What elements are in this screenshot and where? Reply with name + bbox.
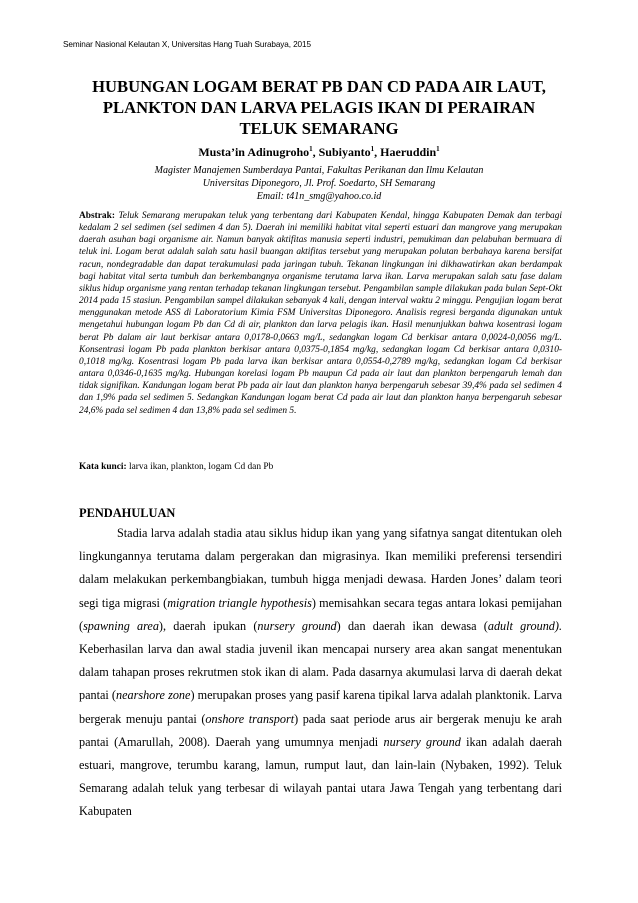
author-separator: , [374,145,381,159]
keywords [79,462,562,472]
author-name: Subiyanto [318,145,371,159]
italic-term: nursery ground [383,734,461,749]
author-email: Email: t41n_smg@yahoo.co.id [256,191,382,202]
author-affiliation-mark: 1 [370,145,375,153]
body-text: ) dan daerah ikan dewasa ( [336,618,488,633]
abstract-text: Teluk Semarang merupakan teluk yang terbentang dari Kabupaten Kendal, hingga Kabupaten Demak dan terbagi kedalam 2 sel sedimen (sel sedimen 4 dan 5). Daerah ini memiliki habitat vital seperti estuari dan mangrove yang merupakan daerah asuhan bagi organisme air. Namun banyak aktifitas manusia seperti industri, pemukiman dan pelabuhan bermuara di teluk ini. Logam berat adalah salah satu hasil buangan aktifitas tersebut yang merupakan polutan berbahaya karena bersifat racun, nondegradable dan dapat terakumulasi pada jaringan tubuh. Tekanan lingkungan ini dikhawatirkan akan berdampak bagi habitat vital serta tumbuh dan berkembangnya organisme terutama larva ikan. Larva merupakan salah satu fase dalam siklus hidup organisme yang rentan terhadap tekanan lingkungan tersebut. Pengambilan sample dilakukan pada bulan Sept-Okt 2014 pada 15 stasiun. Pengambilan sampel dilakukan sebanyak 4 kali, dengan interval waktu 2 minggu. Pengujian logam berat menggunakan metode ASS di Laboratorium Kimia FSM Universitas Diponegoro. Analisis regresi berganda digunakan untuk mengetahui hubungan logam Pb dan Cd di air, plankton dan larva pelagis ikan. Hasil menunjukkan bahwa kosentrasi logam berat Pb dalam air laut berkisar antara 0,0178-0,0663 mg/L, sedangkan logam Cd berkisar antara 0,0024-0,0056 mg/L. Konsentrasi logam Pb pada plankton berkisar antara 0,0375-0,1854 mg/kg, sedangkan logam Cd berkisar antara 0,0310-0,1018 mg/kg. Kosentrasi logam Pb pada larva ikan berkisar antara 0,0554-0,2789 mg/kg, sedangkan logam Cd berkisar antara 0,0346-0,1635 mg/kg. Hubungan korelasi logam Pb maupun Cd pada air laut dan plankton berpengaruh lemah dan tidak signifikan. Kandungan logam berat Pb pada air laut dan plankton hanya berpengaruh sebesar 39,4% pada sel sedimen 4 dan 1,9% pada sel sedimen 5. Sedangkan Kandungan logam berat Cd pada air laut dan plankton hanya berpengaruh sebesar 24,6% pada sel sedimen 4 dan 13,8% pada sel sedimen 5. [79,211,562,416]
running-header: Seminar Nasional Kelautan X, Universitas Hang Tuah Surabaya, 2015 [63,40,311,49]
author-name: Musta’in Adinugroho [198,145,310,159]
author-list [60,145,578,160]
affiliation [60,164,578,203]
author-name: Haeruddin [380,145,437,159]
affiliation-line-1: Magister Manajemen Sumberdaya Pantai, Fakultas Perikanan dan Ilmu Kelautan [154,165,484,176]
section-heading: PENDAHULUAN [79,506,176,520]
italic-term: spawning area [83,618,159,633]
title-line-2: PLANKTON DAN LARVA PELAGIS IKAN DI PERAIRAN [102,98,536,117]
author-separator: , [312,145,319,159]
affiliation-line-2: Universitas Diponegoro, Jl. Prof. Soedarto, SH Semarang [202,178,436,189]
body-text: Stadia larva adalah stadia atau siklus hidup ikan yang yang sifatnya sangat ditentukan oleh lingkungannya terutama dalam pergerakan dan migrasinya. Ikan memiliki preferensi tersendiri dalam melakukan perkembangbiakan, tumbuh higga menjadi dewasa. Harden Jones’ dalam teori segi tiga migrasi ( [79,526,562,610]
title-line-3: TELUK SEMARANG [239,119,399,138]
paper-title [60,76,578,139]
italic-term: onshore transport [205,711,295,726]
body-text: ) pada saat periode arus air bergerak menuju ke arah pantai (Amarullah, 2008). Daerah yang umumnya menjadi [79,711,562,749]
italic-term: migration triangle hypothesis [167,595,312,610]
body-text: ) memisahkan secara tegas antara lokasi pemijahan ( [79,595,563,633]
abstract-label: Abstrak: [79,211,115,221]
keywords-label: Kata kunci: [79,462,127,472]
intro-paragraph [79,522,562,824]
italic-term: nursery ground [257,618,337,633]
body-text: ikan adalah daerah estuari, mangrove, terumbu karang, lamun, rumput laut, dan lain-lain (Nybaken, 1992). Teluk Semarang adalah teluk yang terbesar di wilayah pantai utara Jawa Tengah yang terbentang dari Kabupaten [79,734,563,819]
italic-term: nearshore zone [115,688,191,703]
body-text: Keberhasilan larva dan awal stadia juvenil ikan mencapai nursery area akan sangat menentukan dalam tahapan proses rekrutmen stok ikan di alam. Pada dasarnya akumulasi larva di daerah dekat pantai ( [79,642,562,703]
author-affiliation-mark: 1 [309,145,313,153]
author-affiliation-mark: 1 [436,145,440,153]
italic-term: adult ground). [487,618,563,633]
keywords-text: larva ikan, plankton, logam Cd dan Pb [129,462,274,472]
abstract [79,210,562,417]
title-line-1: HUBUNGAN LOGAM BERAT PB DAN CD PADA AIR LAUT, [92,77,546,96]
body-text: ) merupakan proses yang pasif karena tipikal larva adalah planktonik. Larva bergerak menuju pantai ( [79,688,563,726]
body-text: ), daerah ipukan ( [158,618,258,633]
